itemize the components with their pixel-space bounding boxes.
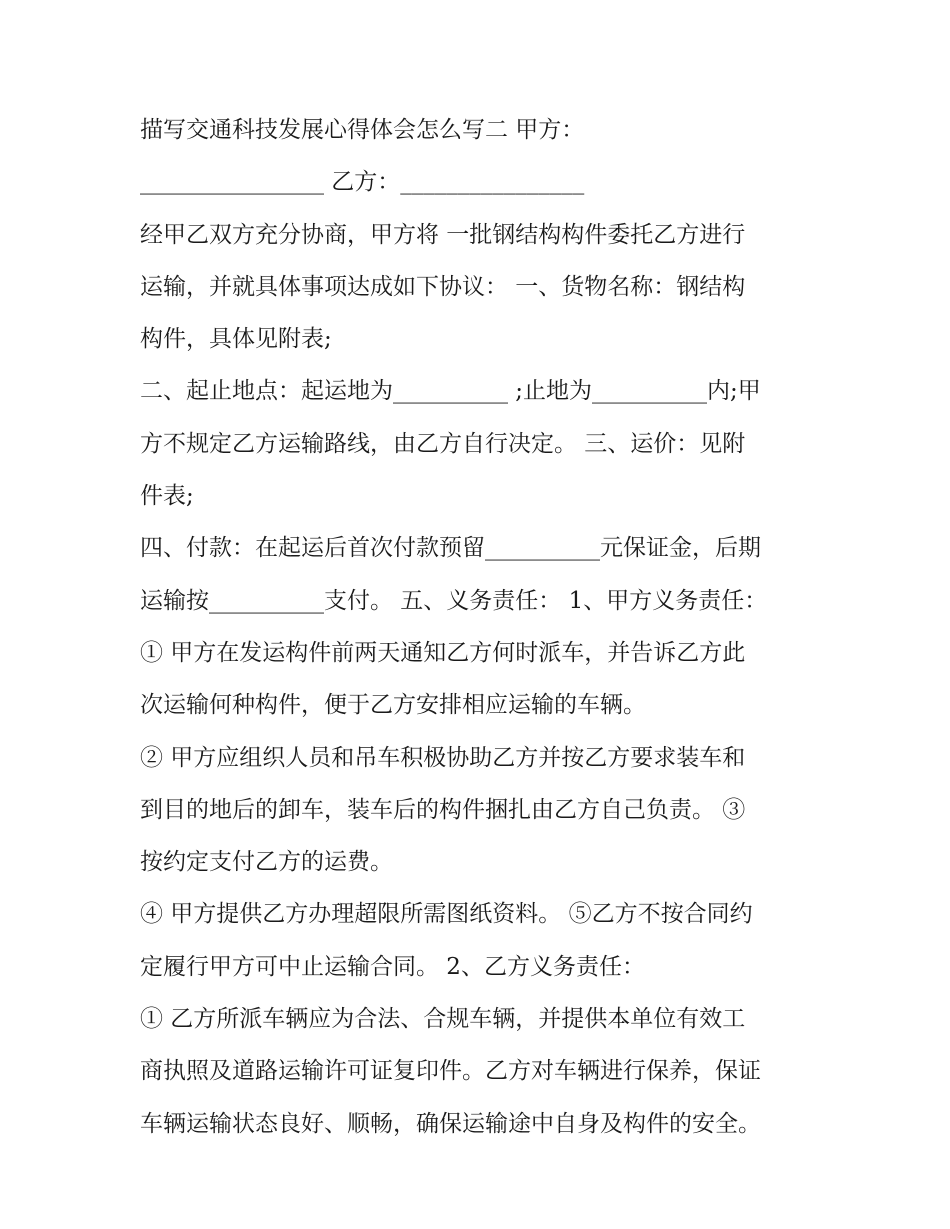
- text-line: 运输按__________支付。 五、义务责任： 1、甲方义务责任：: [140, 587, 768, 614]
- text-line: ① 甲方在发运构件前两天通知乙方何时派车，并告诉乙方此: [140, 639, 746, 666]
- text-line: 按约定支付乙方的运费。: [140, 849, 393, 876]
- parties-line: ________________ 乙方：________________: [140, 169, 585, 196]
- text-line: 定履行甲方可中止运输合同。 2、乙方义务责任：: [140, 953, 645, 980]
- text-line: 商执照及道路运输许可证复印件。乙方对车辆进行保养，保证: [140, 1058, 761, 1085]
- text-line: 车辆运输状态良好、顺畅，确保运输途中自身及构件的安全。: [140, 1110, 761, 1137]
- text-line: 四、付款：在起运后首次付款预留__________元保证金，后期: [140, 535, 761, 562]
- text-line: 次运输何种构件，便于乙方安排相应运输的车辆。: [140, 692, 646, 719]
- text-line: ④ 甲方提供乙方办理超限所需图纸资料。 ⑤乙方不按合同约: [140, 901, 753, 928]
- text-line: 构件，具体见附表;: [140, 326, 332, 353]
- text-line: 件表;: [140, 483, 194, 510]
- text-line: 方不规定乙方运输路线，由乙方自行决定。 三、运价：见附: [140, 430, 746, 457]
- title-line: 描写交通科技发展心得体会怎么写二 甲方：: [140, 117, 585, 143]
- text-line: ② 甲方应组织人员和吊车积极协助乙方并按乙方要求装车和: [140, 744, 746, 771]
- text-line: 到目的地后的卸车，装车后的构件捆扎由乙方自己负责。 ③: [140, 796, 746, 823]
- text-line: 二、起止地点：起运地为__________ ;止地为__________内;甲: [140, 378, 761, 405]
- text-line: 运输，并就具体事项达成如下协议： 一、货物名称：钢结构: [140, 273, 746, 300]
- document-body: [140, 104, 820, 1150]
- text-line: ① 乙方所派车辆应为合法、合规车辆，并提供本单位有效工: [140, 1006, 746, 1033]
- text-line: 经甲乙双方充分协商，甲方将 一批钢结构构件委托乙方进行: [140, 221, 746, 248]
